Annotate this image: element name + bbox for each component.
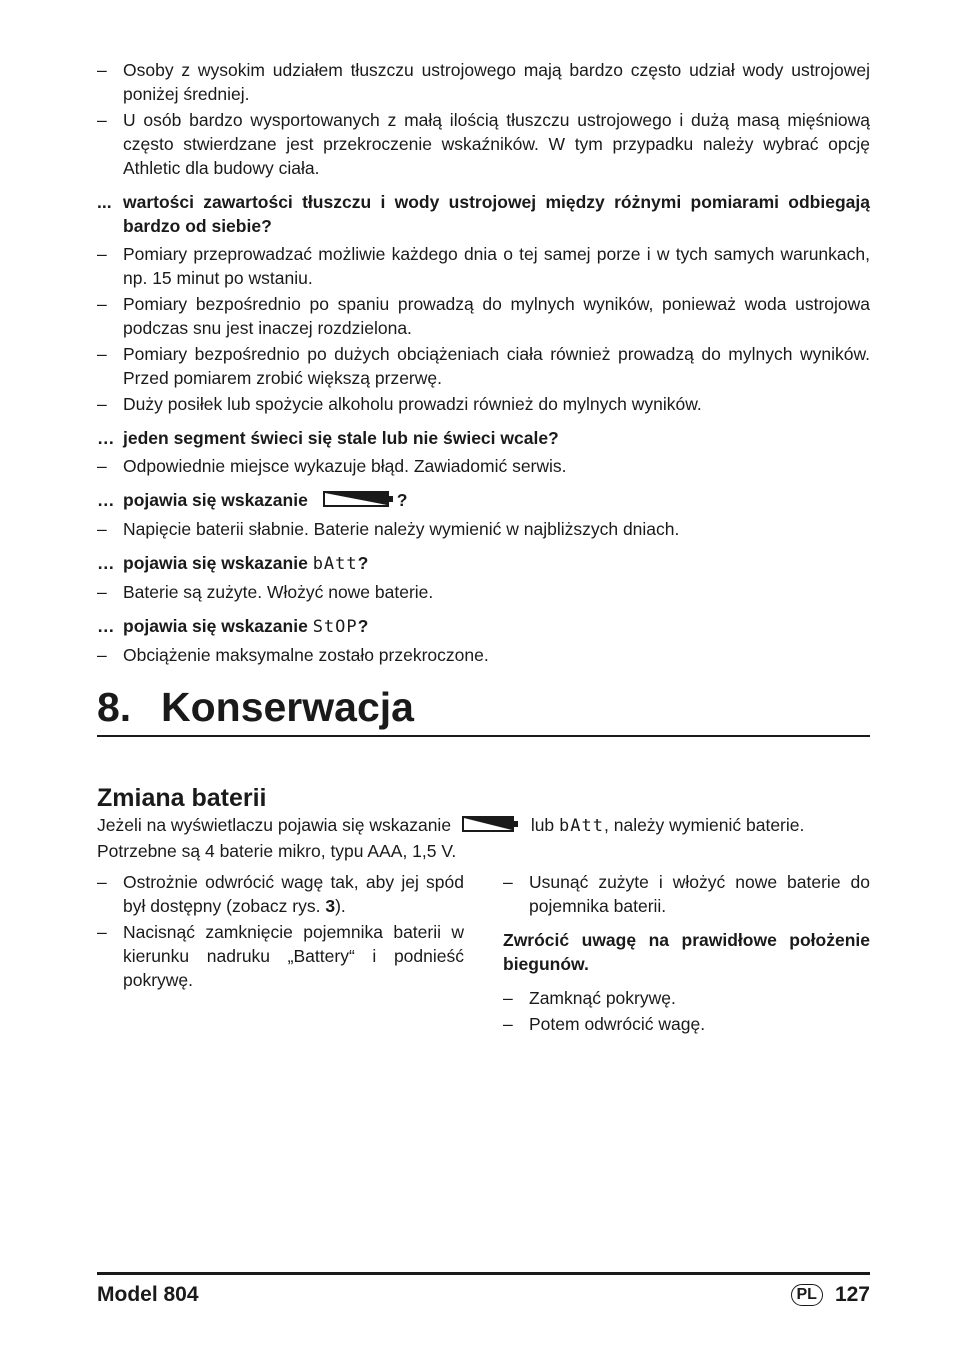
right-column [503,870,870,1038]
question-heading [97,190,870,238]
question-heading [97,551,870,576]
para-or: lub [530,815,555,836]
model-name: Model 804 [97,1283,199,1306]
page-number: 127 [834,1283,870,1306]
para-line2: Potrzebne są 4 baterie mikro, typu AAA, 1,5 V. [97,841,457,862]
list-item [97,242,870,290]
list-item-text: Ostrożnie odwrócić wagę tak, aby jej spód był dostępny (zobacz rys. [123,872,464,917]
list-item [97,58,870,106]
low-battery-icon [323,489,395,513]
question-prefix: … [97,490,115,510]
lcd-batt-display: bAtt [559,816,604,837]
lcd-batt-display: bAtt [312,554,358,575]
list-item-text: Nacisnąć zamknięcie pojemnika baterii w kierunku nadruku „Battery“ i podnieść pokrywę. [123,922,464,991]
question-suffix: ? [396,490,408,510]
dash: – [503,988,513,1009]
question-prefix: … [97,553,115,574]
dash: – [97,344,107,364]
list-item-text: Pomiary przeprowadzać możliwie każdego dnia o tej samej porze i w tych samych warunkach, np. 15 minut po wstaniu. [123,244,870,288]
subsection-heading: Zmiana baterii [97,784,267,813]
question-prefix: ... [97,192,112,212]
dash: – [97,394,107,414]
list-item [97,292,870,340]
list-item [97,342,870,390]
lcd-stop-display: StOP [312,617,358,638]
left-column [97,870,464,1038]
page-content [97,58,870,1038]
question-heading [97,426,870,450]
dash: – [97,872,107,893]
dash: – [97,60,107,80]
list-item [97,108,870,180]
question-text: wartości zawartości tłuszczu i wody ustrojowej między różnymi pomiarami odbiegają bardzo od siebie? [123,192,870,236]
list-item [503,870,870,918]
dash: – [97,922,107,943]
question-text: pojawia się wskazanie [123,616,308,637]
list-item [503,1012,870,1036]
list-item-text: Napięcie baterii słabnie. Baterie należy wymienić w najbliższych dniach. [123,519,680,540]
low-battery-icon [462,814,520,839]
dash: – [97,244,107,264]
section-number: 8. [97,684,132,731]
list-item-text: Osoby z wysokim udziałem tłuszczu ustrojowego mają bardzo często udział wody ustrojowej poniżej średniej. [123,60,870,104]
dash: – [97,582,107,603]
list-item [503,986,870,1010]
list-item-end: ). [335,896,346,917]
list-item-text: Pomiary bezpośrednio po dużych obciążeniach ciała również prowadzą do mylnych wyników. Przed pomiarem zrobić większą przerwę. [123,344,870,388]
dash: – [503,872,513,893]
intro-paragraph [97,813,870,864]
list-item [97,454,870,478]
question-text: jeden segment świeci się stale lub nie świeci wcale? [123,428,559,448]
list-item [97,920,464,992]
list-item-text: Pomiary bezpośrednio po spaniu prowadzą do mylnych wyników, ponieważ woda ustrojowa podczas snu jest inaczej rozdzielona. [123,294,870,338]
dash: – [97,110,107,130]
section-heading [97,683,870,737]
list-item [97,517,870,541]
two-columns [97,870,870,1038]
question-prefix: … [97,428,115,448]
para-text: Jeżeli na wyświetlaczu pojawia się wskazanie [97,815,452,836]
list-item [97,580,870,604]
question-heading [97,614,870,639]
section-title: Konserwacja [161,684,414,731]
list-item [97,870,464,918]
question-text: pojawia się wskazanie [123,490,308,510]
list-item-text: Zamknąć pokrywę. [529,988,676,1009]
list-item-text: Duży posiłek lub spożycie alkoholu prowadzi również do mylnych wyników. [123,394,702,414]
page-footer [97,1272,870,1306]
list-item-text: Baterie są zużyte. Włożyć nowe baterie. [123,582,434,603]
figure-ref: 3 [325,896,336,917]
list-item-text: Usunąć zużyte i włożyć nowe baterie do pojemnika baterii. [529,872,870,917]
question-suffix: ? [357,553,369,574]
dash: – [97,456,107,476]
dash: – [97,294,107,314]
list-item-text: Odpowiednie miejsce wykazuje błąd. Zawiadomić serwis. [123,456,567,476]
question-prefix: … [97,616,115,637]
list-item-text: U osób bardzo wysportowanych z małą ilością tłuszczu ustrojowego i dużą masą mięśniową często stwierdzane jest przekroczenie wskaźników. W tym przypadku należy wybrać opcję Athletic dla budowy ciała. [123,110,870,178]
question-suffix: ? [357,616,369,637]
question-text: pojawia się wskazanie [123,553,308,574]
language-badge: PL [791,1284,823,1306]
list-item-text: Potem odwrócić wagę. [529,1014,706,1035]
list-item [97,643,870,667]
para-text-end: , należy wymienić baterie. [604,815,805,836]
dash: – [97,519,107,540]
list-item-text: Obciążenie maksymalne zostało przekroczone. [123,645,489,666]
question-heading [97,488,870,513]
polarity-note: Zwrócić uwagę na prawidłowe położenie biegunów. [503,930,870,975]
dash: – [97,645,107,666]
list-item [97,392,870,416]
dash: – [503,1014,513,1035]
footer-right [791,1283,871,1307]
